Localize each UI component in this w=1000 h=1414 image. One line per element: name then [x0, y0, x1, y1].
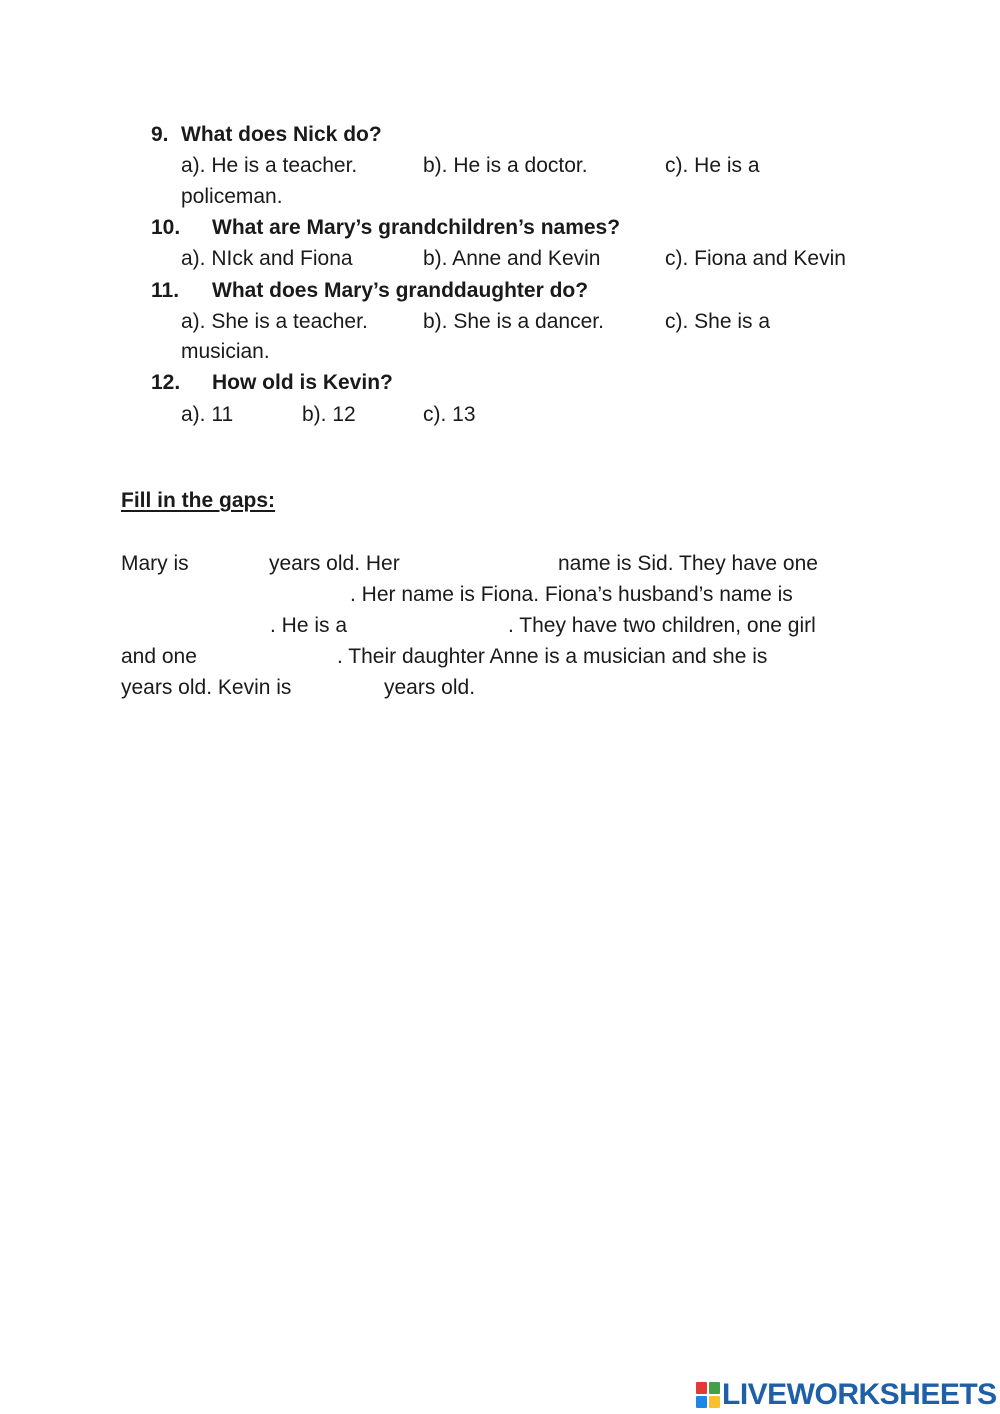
paragraph-text: and one	[121, 645, 197, 668]
option-c-continuation: musician.	[181, 340, 270, 363]
question-number: 11.	[151, 279, 180, 302]
paragraph-text: . They have two children, one girl	[508, 614, 816, 637]
question-text: What does Nick do?	[181, 123, 382, 146]
option-a[interactable]: a). NIck and Fiona	[181, 247, 353, 270]
paragraph-text: . He is a	[270, 614, 348, 637]
option-c[interactable]: c). Fiona and Kevin	[665, 247, 846, 270]
logo-grid-icon	[696, 1382, 720, 1408]
fill-gaps-heading: Fill in the gaps:	[121, 489, 276, 512]
question-number: 10.	[151, 216, 181, 239]
paragraph-text: name is Sid. They have one	[558, 552, 818, 575]
option-a[interactable]: a). She is a teacher.	[181, 310, 368, 333]
paragraph-text: Mary is	[121, 552, 189, 575]
option-a[interactable]: a). He is a teacher.	[181, 154, 358, 177]
paragraph-text: years old. Kevin is	[121, 676, 292, 699]
option-c[interactable]: c). He is a	[665, 154, 760, 177]
question-number: 12.	[151, 371, 181, 394]
option-c-continuation: policeman.	[181, 185, 283, 208]
option-c[interactable]: c). She is a	[665, 310, 771, 333]
paragraph-text: . Her name is Fiona. Fiona’s husband’s name is	[350, 583, 793, 606]
option-a[interactable]: a). 11	[181, 403, 234, 426]
paragraph-text: years old.	[384, 676, 476, 699]
paragraph-text: years old. Her	[269, 552, 400, 575]
option-b[interactable]: b). She is a dancer.	[423, 310, 604, 333]
question-text: How old is Kevin?	[212, 371, 393, 394]
logo-square	[709, 1382, 720, 1394]
logo-square	[696, 1396, 707, 1408]
paragraph-text: . Their daughter Anne is a musician and she is	[337, 645, 768, 668]
option-c[interactable]: c). 13	[423, 403, 476, 426]
logo-text: LIVEWORKSHEETS	[722, 1378, 997, 1411]
option-b[interactable]: b). He is a doctor.	[423, 154, 588, 177]
question-number: 9.	[151, 123, 169, 146]
question-text: What are Mary’s grandchildren’s names?	[212, 216, 621, 239]
logo-square	[709, 1396, 720, 1408]
liveworksheets-logo[interactable]	[696, 1378, 997, 1412]
option-b[interactable]: b). Anne and Kevin	[423, 247, 601, 270]
logo-square	[696, 1382, 707, 1394]
option-b[interactable]: b). 12	[302, 403, 356, 426]
question-text: What does Mary’s granddaughter do?	[212, 279, 589, 302]
